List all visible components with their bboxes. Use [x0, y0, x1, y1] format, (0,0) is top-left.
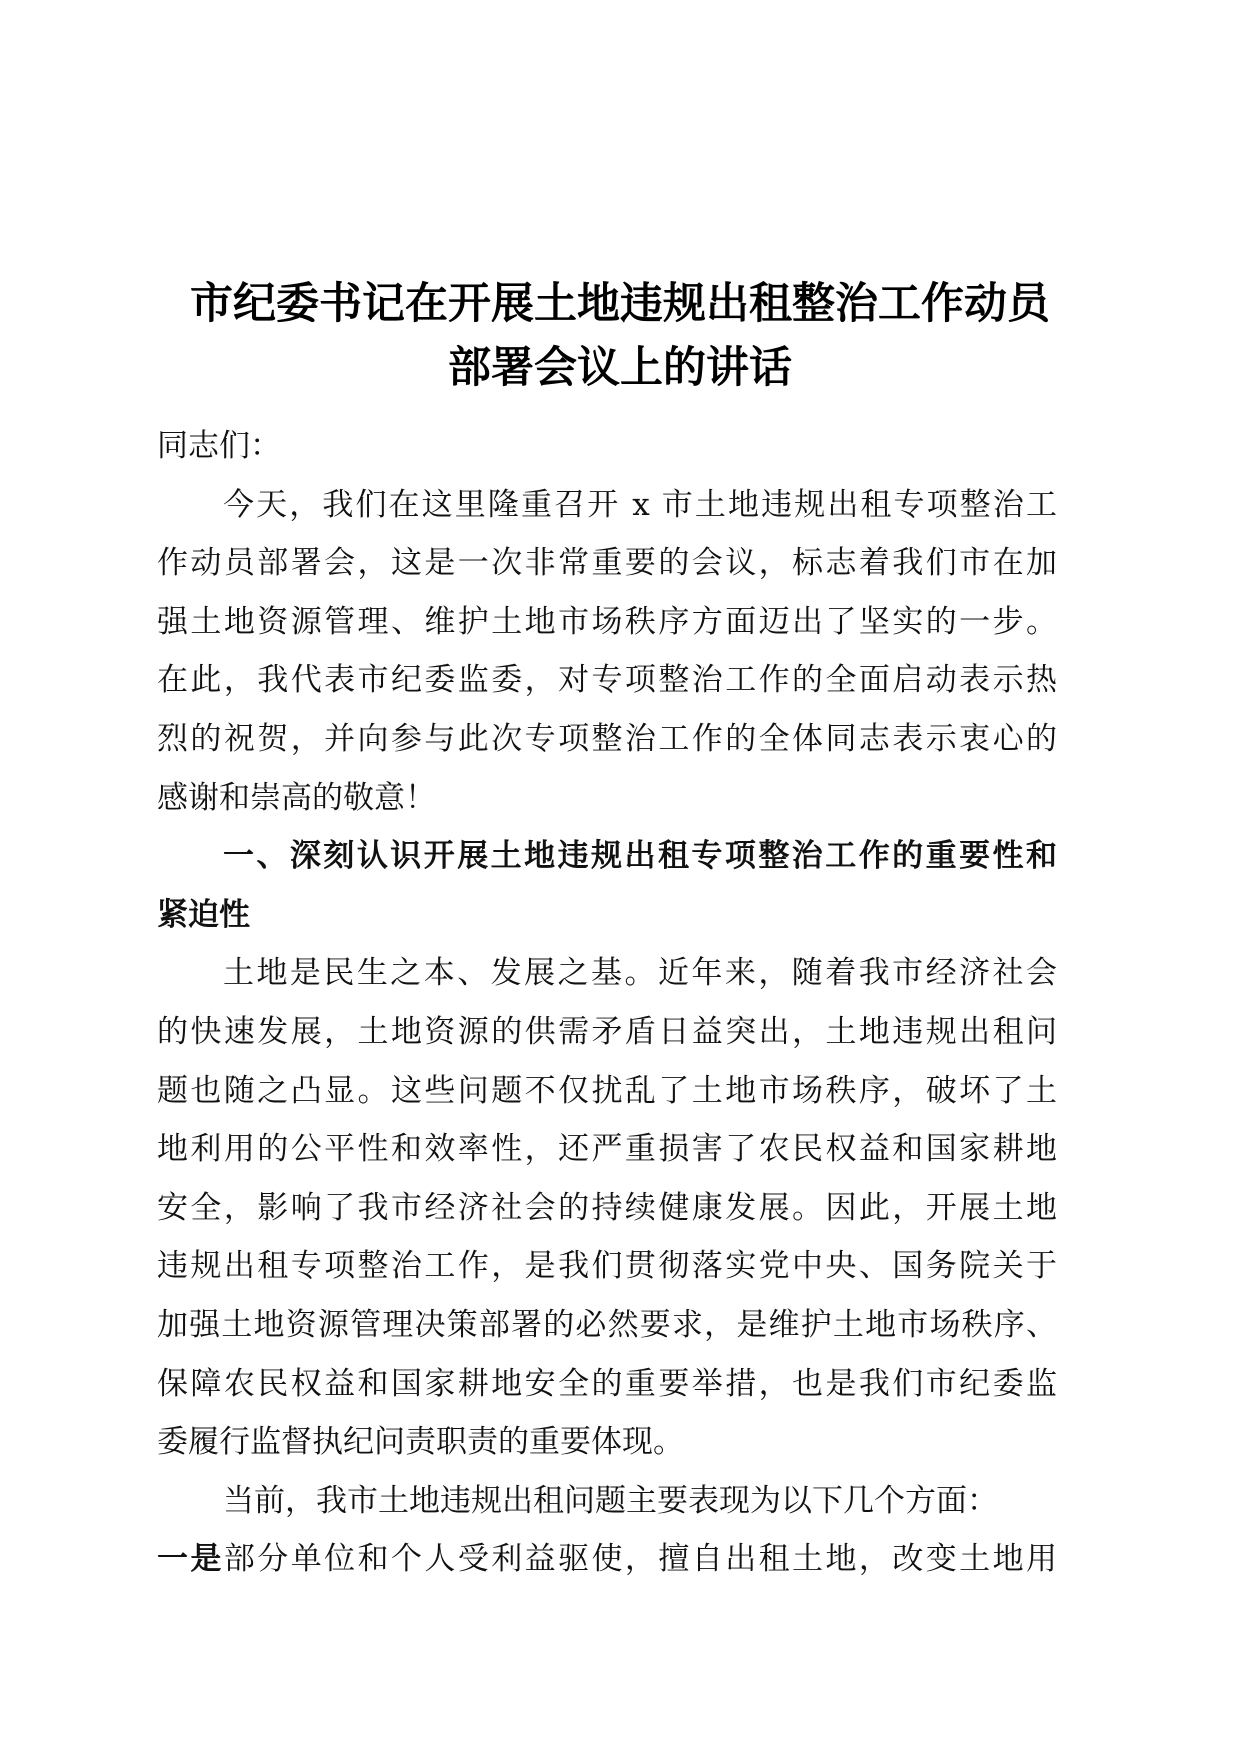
- paragraph-line: 作动员部署会，这是一次非常重要的会议，标志着我们市在加: [157, 545, 1057, 582]
- paragraph-line: 题也随之凸显。这些问题不仅扰乱了土地市场秩序，破坏了土: [157, 1072, 1057, 1109]
- point-1-text: 部分单位和个人受利益驱使，擅自出租土地，改变土地用: [223, 1541, 1058, 1578]
- page-title: [150, 272, 1090, 400]
- point-1-label: 一是: [157, 1541, 224, 1578]
- document-body: [157, 417, 1057, 1589]
- paragraph-line: 安全，影响了我市经济社会的持续健康发展。因此，开展土地: [157, 1189, 1057, 1226]
- paragraph-line: 当前，我市土地违规出租问题主要表现为以下几个方面：: [223, 1482, 998, 1519]
- section-heading-line: 一、深刻认识开展土地违规出租专项整治工作的重要性和: [223, 838, 1057, 875]
- paragraph-line: 土地是民生之本、发展之基。近年来，随着我市经济社会: [223, 955, 1057, 992]
- paragraph-line: 地利用的公平性和效率性，还严重损害了农民权益和国家耕地: [157, 1131, 1057, 1168]
- paragraph-line: 违规出租专项整治工作，是我们贯彻落实党中央、国务院关于: [157, 1248, 1057, 1285]
- paragraph-line: 今天，我们在这里隆重召开 x 市土地违规出租专项整治工: [223, 486, 1057, 523]
- section-heading-line: 紧迫性: [157, 896, 250, 933]
- paragraph-line: 在此，我代表市纪委监委，对专项整治工作的全面启动表示热: [157, 662, 1057, 699]
- paragraph-line: 保障农民权益和国家耕地安全的重要举措，也是我们市纪委监: [157, 1365, 1057, 1402]
- point-1-line: [157, 1530, 1057, 1589]
- paragraph-line: 的快速发展，土地资源的供需矛盾日益突出，土地违规出租问: [157, 1013, 1057, 1050]
- paragraph-line: 委履行监督执纪问责职责的重要体现。: [157, 1424, 684, 1461]
- title-line-2: 部署会议上的讲话: [448, 343, 792, 393]
- paragraph-line: 烈的祝贺，并向参与此次专项整治工作的全体同志表示衷心的: [157, 720, 1057, 757]
- title-line-1: 市纪委书记在开展土地违规出租整治工作动员: [190, 279, 1050, 329]
- paragraph-line: 感谢和崇高的敬意！: [157, 779, 436, 816]
- paragraph-line: 加强土地资源管理决策部署的必然要求，是维护土地市场秩序、: [157, 1306, 1057, 1343]
- salutation: 同志们：: [157, 428, 281, 464]
- paragraph-line: 强土地资源管理、维护土地市场秩序方面迈出了坚实的一步。: [157, 603, 1057, 640]
